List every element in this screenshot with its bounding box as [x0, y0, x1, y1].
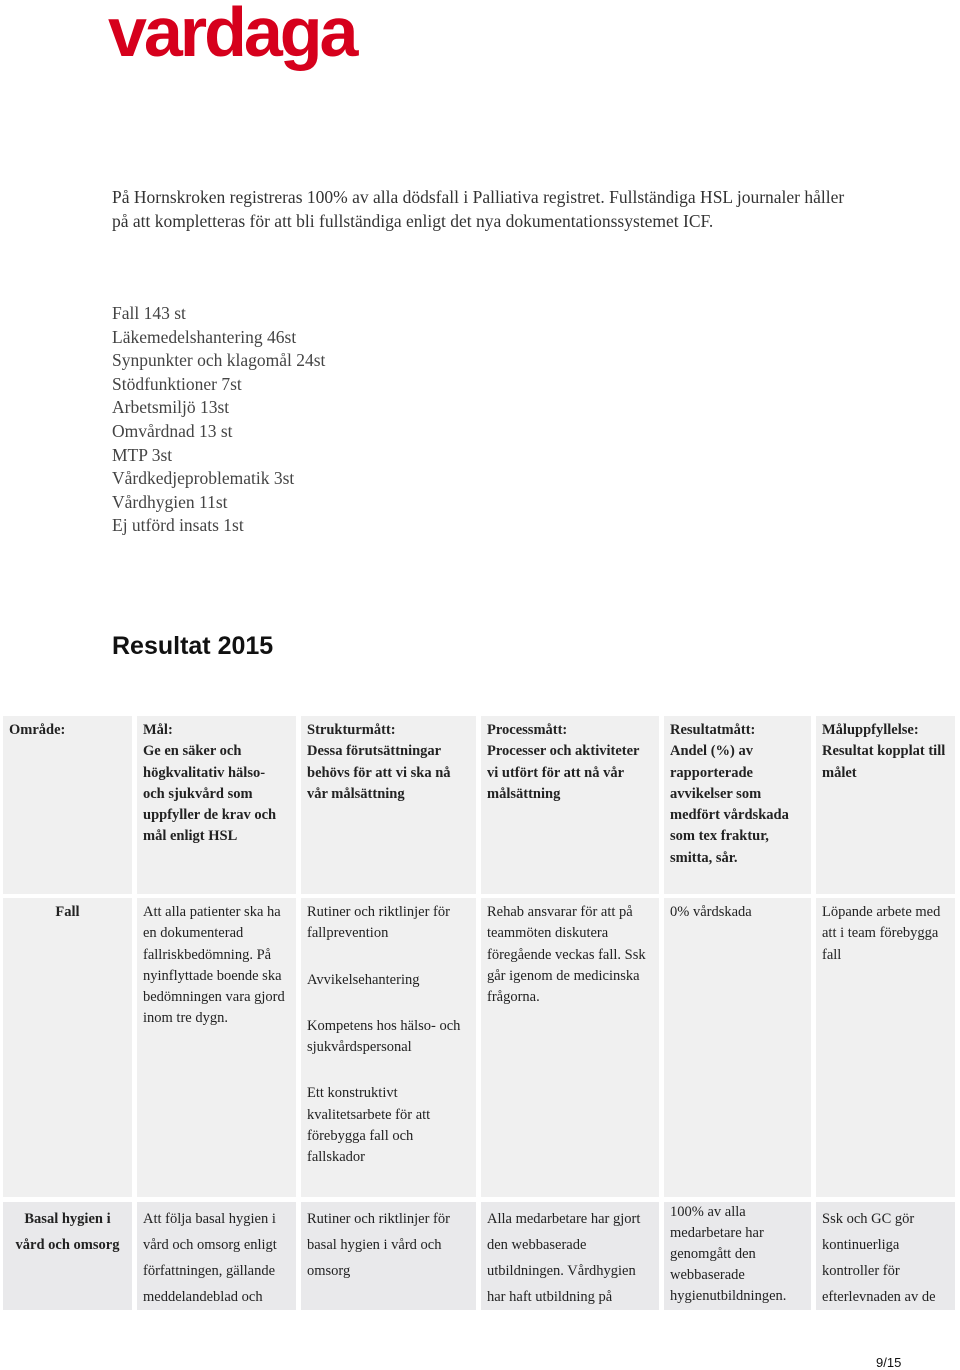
table-header-row — [3, 716, 955, 894]
process-cell: Alla medarbetare har gjort den webbaserade utbildningen. Vårdhygien har haft utbildning på — [481, 1202, 659, 1310]
header-label: Strukturmått: — [307, 722, 396, 738]
header-cell-area — [3, 716, 132, 894]
result-cell: 100% av alla medarbetare har genomgått den webbaserade hygienutbildningen. — [664, 1202, 811, 1310]
header-cell-goal — [137, 716, 296, 894]
deviation-counts-list — [112, 302, 512, 538]
header-cell-structure — [301, 716, 476, 894]
structure-item: Rutiner och riktlinjer för basal hygien i vård och omsorg — [307, 1211, 450, 1279]
section-title: Resultat 2015 — [112, 632, 274, 660]
header-label: Måluppfyllelse: — [822, 722, 919, 738]
count-item: Omvårdnad 13 st — [112, 420, 233, 441]
header-cell-process — [481, 716, 659, 894]
count-item: Fall 143 st — [112, 303, 186, 323]
vardaga-logo — [106, 0, 368, 74]
structure-item: Kompetens hos hälso- och sjukvårdspersonal — [307, 1017, 461, 1056]
count-item: MTP 3st — [112, 444, 173, 465]
table-row — [3, 1202, 955, 1310]
intro-paragraph: På Hornskroken registreras 100% av alla dödsfall i Palliativa registret. Fullständiga HSL journaler håller på att kompletteras för att bli fullständiga enligt det nya dokumentationssystemet ICF. — [112, 187, 845, 231]
structure-item: Avvikelsehantering — [307, 971, 420, 988]
header-cell-fulfillment — [816, 716, 955, 894]
count-item: Synpunkter och klagomål 24st — [112, 350, 326, 371]
count-item: Läkemedelshantering 46st — [112, 326, 297, 347]
header-label: Processmått: — [487, 722, 568, 738]
area-cell: Basal hygien i vård och omsorg — [3, 1202, 132, 1310]
structure-item: Ett konstruktivt kvalitetsarbete för att förebygga fall och fallskador — [307, 1085, 431, 1166]
count-item: Vårdkedjeproblematik 3st — [112, 468, 295, 489]
header-label: Område: — [9, 722, 66, 738]
structure-item: Rutiner och riktlinjer för fallprevention — [307, 904, 450, 942]
header-desc: Andel (%) av rapporterade avvikelser som medfört vårdskada som tex fraktur, smitta, sår. — [670, 743, 789, 866]
header-desc: Resultat kopplat till målet — [822, 743, 946, 781]
goal-cell: Att alla patienter ska ha en dokumenterad fallriskbedömning. På nyinflyttade boende ska bedömningen vara gjord inom tre dygn. — [137, 898, 296, 1197]
result-cell: 0% vårdskada — [664, 898, 811, 1197]
header-label: Mål: — [143, 722, 173, 738]
goal-cell: Att följa basal hygien i vård och omsorg enligt författningen, gällande meddelandeblad och — [137, 1202, 296, 1310]
header-desc: Ge en säker och högkvalitativ hälso- och sjukvård som uppfyller de krav och mål enligt HSL — [143, 743, 277, 845]
header-label: Resultatmått: — [670, 722, 756, 738]
header-desc: Processer och aktiviteter vi utfört för att nå vår målsättning — [487, 743, 640, 802]
structure-cell — [301, 1202, 476, 1310]
fulfillment-cell: Ssk och GC gör kontinuerliga kontroller för efterlevnaden av de — [816, 1202, 955, 1310]
count-item: Vårdhygien 11st — [112, 491, 228, 512]
count-item: Ej utförd insats 1st — [112, 515, 244, 536]
fulfillment-cell: Löpande arbete med att i team förebygga fall — [816, 898, 955, 1197]
header-cell-result — [664, 716, 811, 894]
count-item: Stödfunktioner 7st — [112, 373, 242, 394]
svg-text:vardaga: vardaga — [108, 0, 356, 71]
page-number: 9/15 — [876, 1355, 902, 1370]
table-row — [3, 898, 955, 1197]
structure-cell — [301, 898, 476, 1197]
area-cell: Fall — [3, 898, 132, 1197]
header-desc: Dessa förutsättningar behövs för att vi ska nå vår målsättning — [307, 743, 451, 802]
count-item: Arbetsmiljö 13st — [112, 397, 230, 418]
process-cell: Rehab ansvarar för att på teammöten diskutera föregående veckas fall. Ssk går igenom de medicinska frågorna. — [481, 898, 659, 1197]
